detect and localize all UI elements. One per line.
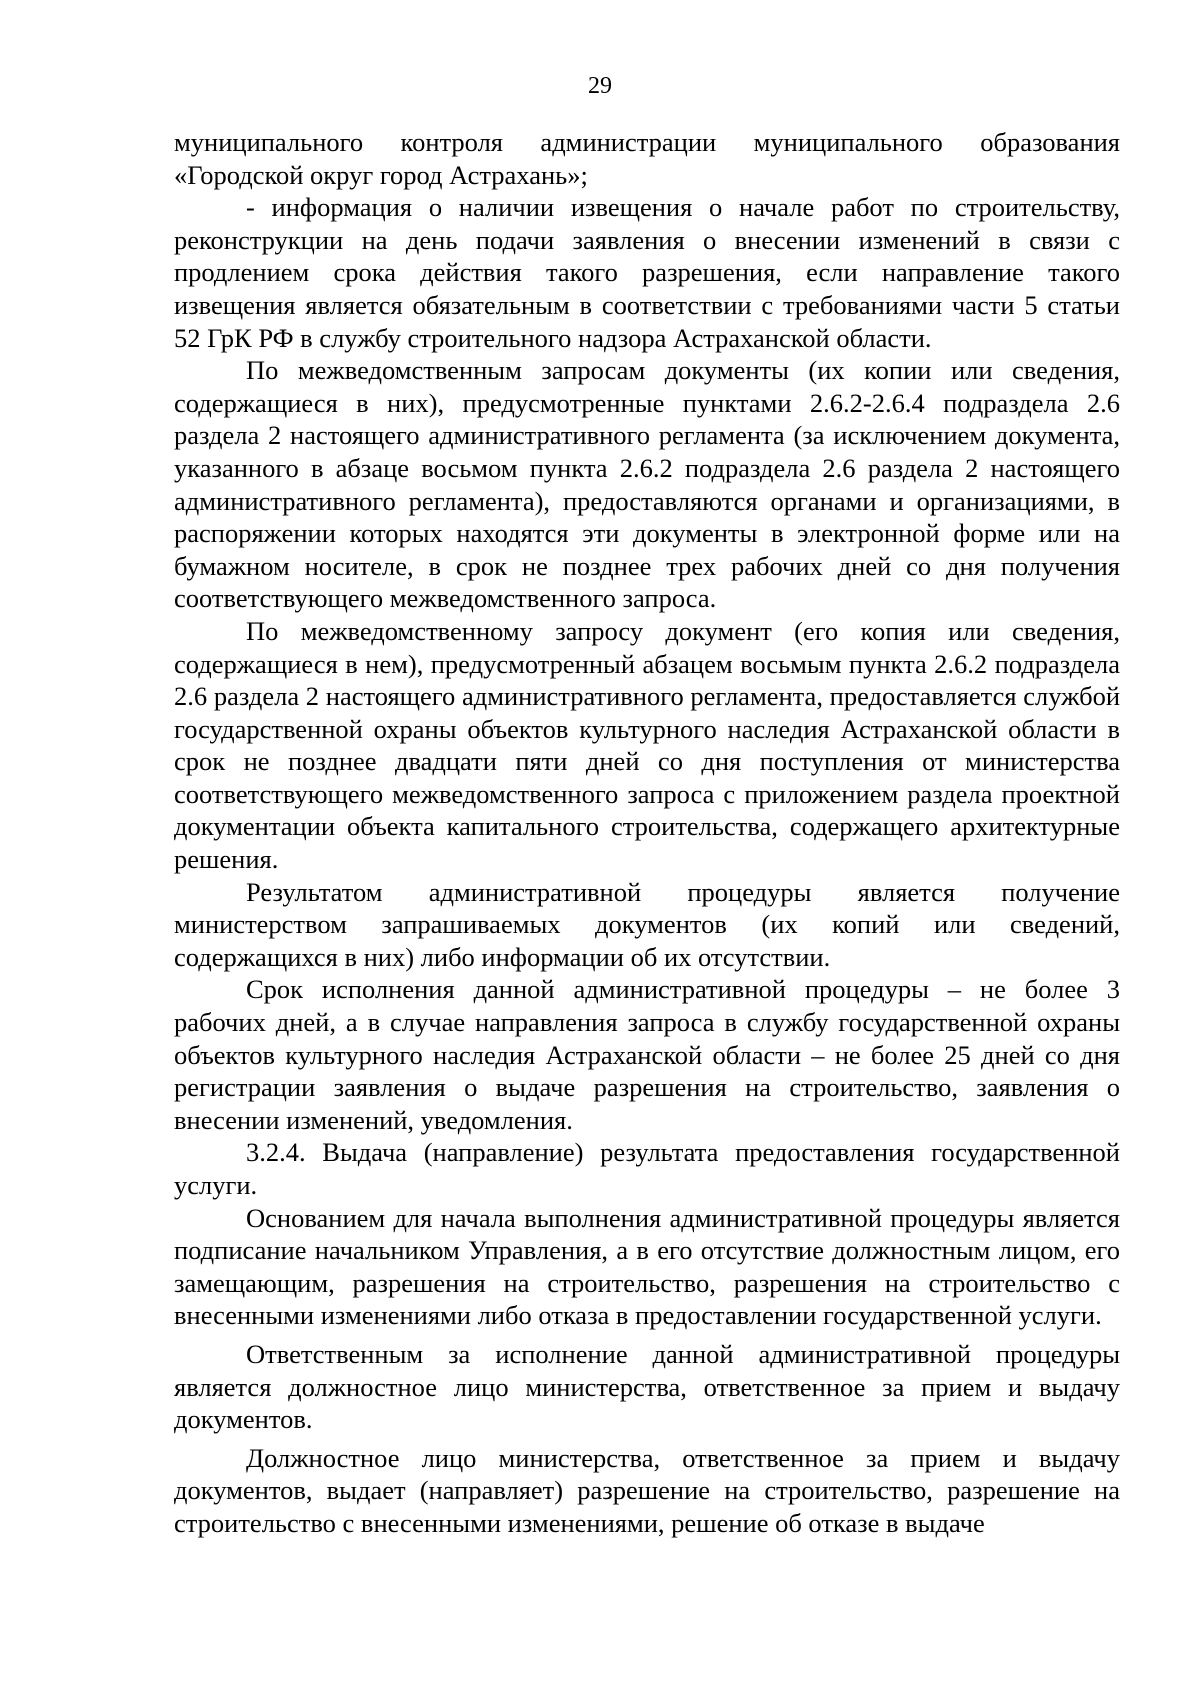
paragraph-8: Основанием для начала выполнения административной процедуры является подписание начальником Управления, а в его отсутствие должностным лицом, его замещающим, разрешения на строительство, разрешения на строительство с внесенными изменениями либо отказа в предоставлении государственной услуги. [174, 1202, 1120, 1331]
paragraph-1: муниципального контроля администрации муниципального образования «Городской округ город Астрахань»; [174, 127, 1120, 190]
paragraph-6: Срок исполнения данной административной процедуры – не более 3 рабочих дней, а в случае направления запроса в службу государственной охраны объектов культурного наследия Астраханской области – не более 25 дней со дня регистрации заявления о выдаче разрешения на строительство, заявления о внесении изменений, уведомления. [174, 974, 1120, 1135]
paragraph-5: Результатом административной процедуры является получение министерством запрашиваемых документов (их копий или сведений, содержащихся в них) либо информации об их отсутствии. [174, 876, 1120, 972]
paragraph-10: Должностное лицо министерства, ответственное за прием и выдачу документов, выдает (направляет) разрешение на строительство, разрешение на строительство с внесенными изменениями, решение об отказе в выдаче [174, 1442, 1120, 1538]
paragraph-3: По межведомственным запросам документы (их копии или сведения, содержащиеся в них), предусмотренные пунктами 2.6.2-2.6.4 подраздела 2.6 раздела 2 настоящего административного регламента (за исключением документа, указанного в абзаце восьмом пункта 2.6.2 подраздела 2.6 раздела 2 настоящего административного регламента), предоставляются органами и организациями, в распоряжении которых находятся эти документы в электронной форме или на бумажном носителе, в срок не позднее трех рабочих дней со дня получения соответствующего межведомственного запроса. [174, 355, 1120, 614]
section-heading-3-2-4: 3.2.4. Выдача (направление) результата предоставления государственной услуги. [174, 1137, 1120, 1200]
document-body [174, 126, 1120, 1540]
page-number: 29 [588, 73, 612, 99]
paragraph-2: - информация о наличии извещения о начале работ по строительству, реконструкции на день подачи заявления о внесении изменений в связи с продлением срока действия такого разрешения, если направление такого извещения является обязательным в соответствии с требованиями части 5 статьи 52 ГрК РФ в службу строительного надзора Астраханской области. [174, 192, 1120, 353]
paragraph-4: По межведомственному запросу документ (его копия или сведения, содержащиеся в нем), предусмотренный абзацем восьмым пункта 2.6.2 подраздела 2.6 раздела 2 настоящего административного регламента, предоставляется службой государственной охраны объектов культурного наследия Астраханской области в срок не позднее двадцати пяти дней со дня поступления от министерства соответствующего межведомственного запроса с приложением раздела проектной документации объекта капитального строительства, содержащего архитектурные решения. [174, 615, 1120, 875]
paragraph-9: Ответственным за исполнение данной административной процедуры является должностное лицо министерства, ответственное за прием и выдачу документов. [174, 1338, 1120, 1435]
